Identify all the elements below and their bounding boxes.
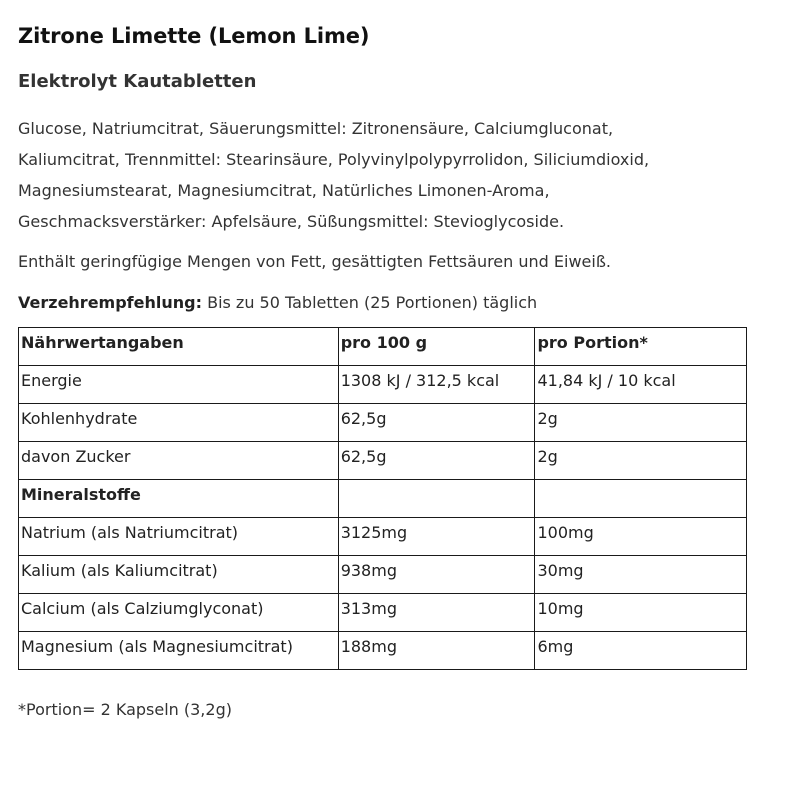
table-row [19,556,747,594]
ingredients-text [18,113,649,237]
ingredients-line: Kaliumcitrat, Trennmittel: Stearinsäure, Polyvinylpolypyrrolidon, Siliciumdioxid, [18,150,650,169]
nutrient-name: Calcium (als Calziumglyconat) [19,594,339,632]
nutrient-name: Natrium (als Natriumcitrat) [19,518,339,556]
trace-contents-note: Enthält geringfügige Mengen von Fett, gesättigten Fettsäuren und Eiweiß. [18,252,611,271]
table-row [19,442,747,480]
ingredients-line: Glucose, Natriumcitrat, Säuerungsmittel: Zitronensäure, Calciumgluconat, [18,119,614,138]
nutrient-name: Energie [19,366,339,404]
column-header-per-portion: pro Portion* [535,328,747,366]
per-100g-value: 1308 kJ / 312,5 kcal [338,366,535,404]
table-row [19,366,747,404]
per-100g-value: 62,5g [338,404,535,442]
nutrition-table [18,327,747,670]
per-portion-value: 10mg [535,594,747,632]
ingredients-line: Magnesiumstearat, Magnesiumcitrat, Natürliches Limonen-Aroma, [18,181,550,200]
per-portion-value: 2g [535,442,747,480]
column-header-per-100g: pro 100 g [338,328,535,366]
per-100g-value [338,480,535,518]
table-row [19,518,747,556]
per-portion-value [535,480,747,518]
per-100g-value: 313mg [338,594,535,632]
table-row [19,632,747,670]
dosage-text: Bis zu 50 Tabletten (25 Portionen) täglich [202,293,538,312]
per-100g-value: 188mg [338,632,535,670]
per-100g-value: 62,5g [338,442,535,480]
per-100g-value: 938mg [338,556,535,594]
dosage-label: Verzehrempfehlung: [18,293,202,312]
table-row [19,594,747,632]
per-portion-value: 100mg [535,518,747,556]
per-100g-value: 3125mg [338,518,535,556]
product-title: Zitrone Limette (Lemon Lime) [18,24,370,48]
table-header-row [19,328,747,366]
ingredients-line: Geschmacksverstärker: Apfelsäure, Süßungsmittel: Stevioglycoside. [18,212,565,231]
per-portion-value: 2g [535,404,747,442]
section-heading-minerals: Mineralstoffe [19,480,339,518]
nutrient-name: Kohlenhydrate [19,404,339,442]
per-portion-value: 41,84 kJ / 10 kcal [535,366,747,404]
per-portion-value: 6mg [535,632,747,670]
portion-footnote: *Portion= 2 Kapseln (3,2g) [18,700,232,719]
column-header-nutrient: Nährwertangaben [19,328,339,366]
product-subtitle: Elektrolyt Kautabletten [18,71,257,92]
nutrient-name: Kalium (als Kaliumcitrat) [19,556,339,594]
nutrient-name: Magnesium (als Magnesiumcitrat) [19,632,339,670]
table-row [19,404,747,442]
dosage-recommendation [18,291,537,315]
nutrient-name: davon Zucker [19,442,339,480]
per-portion-value: 30mg [535,556,747,594]
table-section-row [19,480,747,518]
